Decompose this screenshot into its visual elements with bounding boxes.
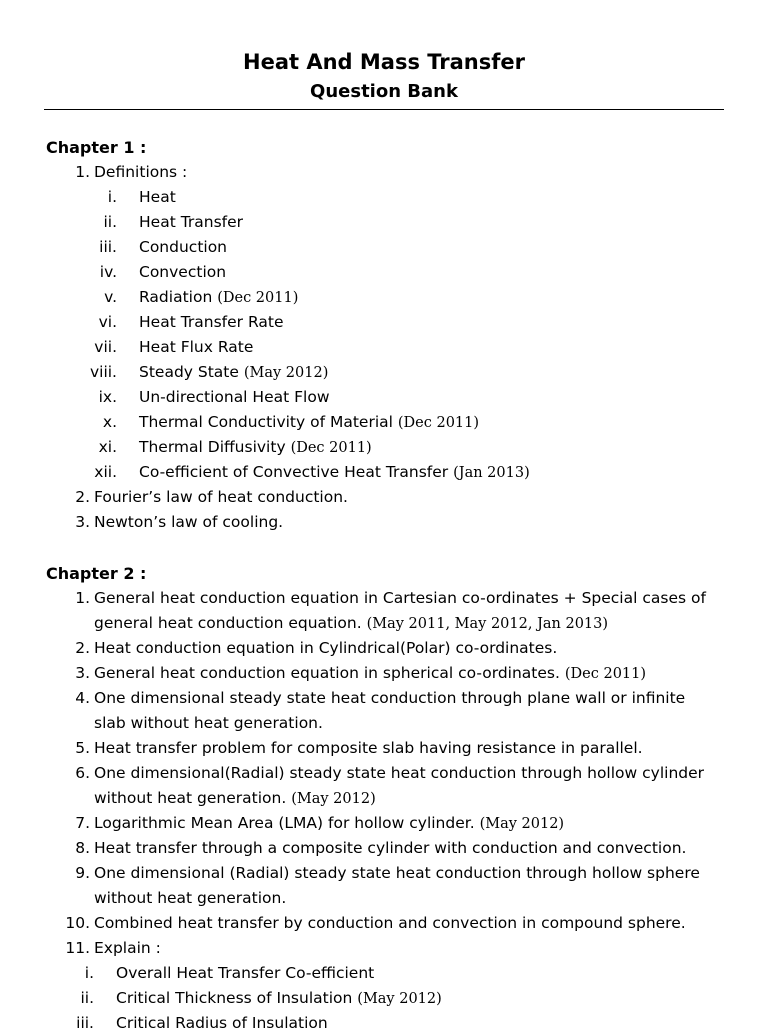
list-item	[0, 836, 686, 861]
chapter-heading: Chapter 2 :	[46, 564, 147, 583]
list-item	[0, 160, 187, 185]
item-text: Heat Transfer Rate	[139, 313, 284, 331]
list-item	[0, 861, 700, 886]
item-text: slab without heat generation.	[94, 714, 323, 732]
item-text: Critical Radius of Insulation	[116, 1014, 328, 1032]
list-item	[0, 761, 704, 786]
page-title: Heat And Mass Transfer	[243, 50, 525, 74]
item-text: Fourier’s law of heat conduction.	[94, 488, 348, 506]
item-text: General heat conduction equation in Cartesian co-ordinates + Special cases of	[94, 589, 706, 607]
exam-date: (May 2012)	[357, 991, 442, 1007]
item-number: 11.	[65, 939, 90, 957]
list-item	[0, 636, 557, 661]
list-item	[0, 661, 646, 686]
exam-date: (May 2012)	[479, 816, 565, 832]
item-number: 3.	[75, 664, 90, 682]
item-number: 2.	[75, 639, 90, 657]
list-item	[0, 210, 243, 235]
item-number: 9.	[75, 864, 90, 882]
list-item	[0, 435, 372, 460]
roman-numeral: xi.	[98, 438, 117, 456]
roman-numeral: viii.	[89, 363, 117, 381]
item-text: without heat generation.	[94, 789, 287, 807]
list-item	[0, 686, 685, 711]
item-number: 5.	[75, 739, 90, 757]
roman-numeral: xii.	[94, 463, 117, 481]
item-number: 3.	[75, 513, 90, 531]
item-text: Heat conduction equation in Cylindrical(Polar) co-ordinates.	[94, 639, 558, 657]
list-item	[0, 185, 176, 210]
item-text: One dimensional (Radial) steady state heat conduction through hollow sphere	[94, 864, 700, 882]
item-number: 6.	[75, 764, 90, 782]
item-text: Newton’s law of cooling.	[94, 513, 284, 531]
item-text: Heat transfer problem for composite slab having resistance in parallel.	[94, 739, 643, 757]
roman-numeral: x.	[102, 413, 117, 431]
item-text: Overall Heat Transfer Co-efficient	[116, 964, 375, 982]
item-text: Thermal Conductivity of Material	[139, 413, 393, 431]
list-item	[0, 911, 686, 936]
roman-numeral: vii.	[94, 338, 117, 356]
item-text: Radiation	[139, 288, 213, 306]
list-item	[0, 961, 374, 986]
list-item	[0, 611, 608, 636]
list-item	[0, 385, 330, 410]
item-text: without heat generation.	[94, 889, 287, 907]
chapter-heading: Chapter 1 :	[46, 138, 147, 157]
item-text: Un-directional Heat Flow	[139, 388, 330, 406]
roman-numeral: iii.	[76, 1014, 94, 1032]
item-text: Conduction	[139, 238, 228, 256]
item-text: Heat	[139, 188, 176, 206]
list-item	[0, 586, 706, 611]
item-number: 1.	[75, 589, 90, 607]
item-text: Combined heat transfer by conduction and convection in compound sphere.	[94, 914, 686, 932]
item-number: 7.	[75, 814, 90, 832]
roman-numeral: ii.	[80, 989, 94, 1007]
item-text: Critical Thickness of Insulation	[116, 989, 353, 1007]
exam-date: (May 2012)	[291, 791, 376, 807]
item-text: Explain :	[94, 939, 161, 957]
list-item	[0, 936, 161, 961]
item-text: Heat Flux Rate	[139, 338, 254, 356]
item-text: Definitions :	[94, 163, 188, 181]
list-item	[0, 460, 530, 485]
roman-numeral: i.	[84, 964, 94, 982]
roman-numeral: iv.	[99, 263, 117, 281]
exam-date: (Dec 2011)	[290, 440, 372, 456]
roman-numeral: iii.	[99, 238, 117, 256]
exam-date: (Jan 2013)	[453, 465, 530, 481]
item-number: 1.	[75, 163, 90, 181]
item-text: Heat transfer through a composite cylinder with conduction and convection.	[94, 839, 687, 857]
list-item	[0, 786, 376, 811]
roman-numeral: ii.	[103, 213, 117, 231]
item-number: 2.	[75, 488, 90, 506]
item-text: Logarithmic Mean Area (LMA) for hollow cylinder.	[94, 814, 475, 832]
exam-date: (Dec 2011)	[397, 415, 480, 431]
exam-date: (May 2012)	[243, 365, 329, 381]
list-item	[0, 310, 284, 335]
item-text: Heat Transfer	[139, 213, 244, 231]
list-item	[0, 736, 643, 761]
list-item	[0, 485, 348, 510]
list-item	[0, 335, 253, 360]
list-item	[0, 260, 226, 285]
list-item	[0, 360, 328, 385]
roman-numeral: ix.	[98, 388, 117, 406]
list-item	[0, 711, 323, 736]
item-text: Convection	[139, 263, 227, 281]
exam-date: (May 2011, May 2012, Jan 2013)	[366, 616, 609, 632]
item-text: Steady State	[139, 363, 239, 381]
page-subtitle: Question Bank	[310, 81, 458, 102]
item-number: 10.	[65, 914, 90, 932]
roman-numeral: v.	[104, 288, 117, 306]
list-item	[0, 285, 298, 310]
item-text: Co-efficient of Convective Heat Transfer	[139, 463, 449, 481]
list-item	[0, 986, 442, 1011]
list-item	[0, 235, 227, 260]
list-item	[0, 410, 479, 435]
header-divider	[44, 109, 724, 110]
exam-date: (Dec 2011)	[564, 666, 647, 682]
roman-numeral: i.	[107, 188, 117, 206]
list-item	[0, 886, 286, 911]
item-number: 8.	[75, 839, 90, 857]
list-item	[0, 811, 564, 836]
item-text: general heat conduction equation.	[94, 614, 362, 632]
item-text: Thermal Diffusivity	[139, 438, 286, 456]
item-text: General heat conduction equation in spherical co-ordinates.	[94, 664, 560, 682]
item-number: 4.	[75, 689, 90, 707]
item-text: One dimensional steady state heat conduction through plane wall or infinite	[94, 689, 686, 707]
exam-date: (Dec 2011)	[217, 290, 299, 306]
list-item	[0, 510, 283, 535]
item-text: One dimensional(Radial) steady state heat conduction through hollow cylinder	[94, 764, 705, 782]
roman-numeral: vi.	[98, 313, 117, 331]
